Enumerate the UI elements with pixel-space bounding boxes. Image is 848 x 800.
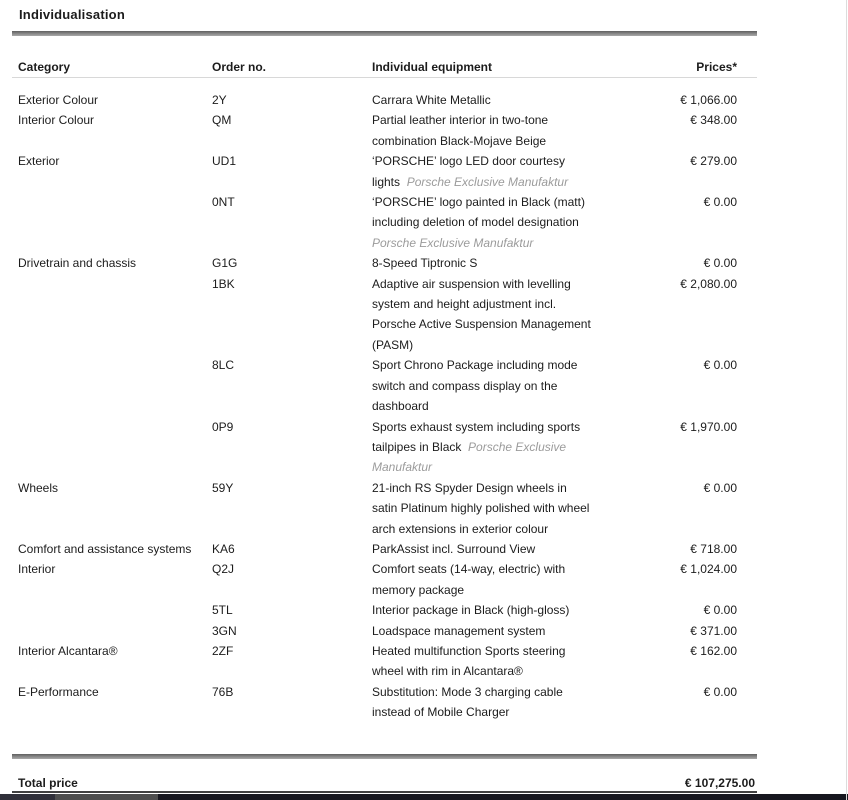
- table-row: [0, 110, 755, 151]
- category-cell: Drivetrain and chassis: [18, 256, 137, 271]
- equipment-line: Loadspace management system: [372, 623, 546, 638]
- category-cell: Exterior: [18, 154, 60, 169]
- equipment-cell: [372, 417, 630, 478]
- order-no-cell: Q2J: [212, 562, 235, 577]
- category-cell: [0, 621, 212, 641]
- price-cell: € 1,066.00: [680, 93, 737, 107]
- price-cell: € 2,080.00: [680, 276, 737, 291]
- category-cell: E-Performance: [18, 684, 99, 699]
- header-prices: Prices*: [696, 60, 737, 74]
- equipment-line: (PASM): [372, 337, 414, 352]
- table-row: [0, 600, 755, 620]
- category-cell: [0, 274, 212, 356]
- equipment-cell: [372, 641, 630, 682]
- equipment-line: instead of Mobile Charger: [372, 705, 510, 720]
- equipment-cell: [372, 600, 630, 620]
- order-no-cell: 0NT: [212, 195, 235, 210]
- equipment-line: ‘PORSCHE’ logo LED door courtesy: [372, 154, 565, 169]
- equipment-line: Heated multifunction Sports steering: [372, 643, 566, 658]
- equipment-line: [372, 233, 630, 253]
- equipment-line: satin Platinum highly polished with wheel: [372, 501, 590, 516]
- category-cell: Interior Alcantara®: [18, 643, 118, 658]
- order-no-cell: 2ZF: [212, 643, 234, 658]
- equipment-line: ‘PORSCHE’ logo painted in Black (matt): [372, 195, 585, 210]
- category-cell: Interior Colour: [18, 113, 95, 128]
- equipment-line: Substitution: Mode 3 charging cable: [372, 684, 563, 699]
- exclusive-manufaktur-label: Porsche Exclusive Manufaktur: [372, 235, 534, 250]
- equipment-cell: [372, 478, 630, 539]
- category-cell: Comfort and assistance systems: [18, 541, 192, 556]
- header-divider: [12, 77, 757, 78]
- equipment-cell: [372, 539, 630, 559]
- order-no-cell: 5TL: [212, 603, 233, 618]
- equipment-line: tailpipes in Black Porsche Exclusive: [372, 439, 567, 454]
- category-cell: Interior: [18, 562, 56, 577]
- order-no-cell: G1G: [212, 256, 238, 271]
- equipment-cell: [372, 355, 630, 416]
- equipment-cell: [372, 151, 630, 192]
- category-cell: [0, 355, 212, 416]
- equipment-cell: [372, 90, 630, 110]
- equipment-line: Carrara White Metallic: [372, 93, 491, 107]
- equipment-line: Adaptive air suspension with levelling: [372, 276, 571, 291]
- price-cell: € 0.00: [703, 480, 737, 495]
- table-row: [0, 151, 755, 192]
- equipment-cell: [372, 621, 630, 641]
- bottom-bar-segment: [0, 794, 55, 800]
- equipment-line: lights Porsche Exclusive Manufaktur: [372, 174, 569, 189]
- equipment-line: Interior package in Black (high-gloss): [372, 603, 570, 618]
- bottom-bar: [0, 794, 848, 800]
- equipment-line: wheel with rim in Alcantara®: [372, 664, 523, 679]
- price-cell: € 0.00: [703, 603, 737, 618]
- header-order-no: Order no.: [212, 60, 267, 74]
- total-price: € 107,275.00: [684, 776, 755, 790]
- price-cell: € 718.00: [690, 541, 737, 556]
- table-row: [0, 355, 755, 416]
- equipment-line: Partial leather interior in two-tone: [372, 113, 549, 128]
- equipment-line: ParkAssist incl. Surround View: [372, 541, 536, 556]
- page-right-border: [846, 0, 847, 800]
- header-equipment: Individual equipment: [372, 60, 493, 74]
- page-title: Individualisation: [19, 7, 125, 22]
- table-row: [0, 274, 755, 356]
- order-no-cell: 59Y: [212, 480, 234, 495]
- order-no-cell: 8LC: [212, 358, 235, 373]
- equipment-line: Porsche Active Suspension Management: [372, 317, 591, 332]
- equipment-line: memory package: [372, 582, 465, 597]
- equipment-line: arch extensions in exterior colour: [372, 521, 549, 536]
- equipment-line: including deletion of model designation: [372, 215, 579, 230]
- price-cell: € 0.00: [703, 358, 737, 373]
- table-row: [0, 621, 755, 641]
- equipment-line: Sport Chrono Package including mode: [372, 358, 578, 373]
- price-cell: € 162.00: [690, 643, 737, 658]
- table-row: [0, 641, 755, 682]
- equipment-cell: [372, 192, 630, 253]
- price-cell: € 1,024.00: [680, 562, 737, 577]
- equipment-cell: [372, 253, 630, 273]
- equipment-line: 8-Speed Tiptronic S: [372, 256, 478, 271]
- price-cell: € 348.00: [690, 113, 737, 128]
- price-cell: € 279.00: [690, 154, 737, 169]
- table-row: [0, 559, 755, 600]
- exclusive-manufaktur-label: Porsche Exclusive Manufaktur: [406, 174, 569, 189]
- table-row: [0, 478, 755, 539]
- price-cell: € 1,970.00: [680, 419, 737, 434]
- header-category: Category: [18, 60, 71, 74]
- order-no-cell: 2Y: [212, 93, 227, 107]
- price-cell: € 0.00: [703, 256, 737, 271]
- equipment-line: combination Black-Mojave Beige: [372, 133, 547, 148]
- table-row: [0, 539, 755, 559]
- section-rule-top: [12, 31, 757, 36]
- equipment-cell: [372, 559, 630, 600]
- order-no-cell: QM: [212, 113, 232, 128]
- exclusive-manufaktur-label: Manufaktur: [372, 460, 433, 475]
- table-header-row: [0, 57, 755, 77]
- total-divider: [12, 791, 757, 793]
- equipment-line: Comfort seats (14-way, electric) with: [372, 562, 566, 577]
- equipment-line: switch and compass display on the: [372, 378, 558, 393]
- order-no-cell: 3GN: [212, 623, 237, 638]
- total-label: Total price: [18, 776, 78, 790]
- order-no-cell: 76B: [212, 684, 234, 699]
- equipment-line: 21-inch RS Spyder Design wheels in: [372, 480, 567, 495]
- category-cell: [0, 192, 212, 253]
- equipment-cell: [372, 274, 630, 356]
- category-cell: [0, 600, 212, 620]
- price-cell: € 0.00: [703, 195, 737, 210]
- order-no-cell: KA6: [212, 541, 235, 556]
- price-cell: € 371.00: [690, 623, 737, 638]
- equipment-cell: [372, 110, 630, 151]
- table-row: [0, 192, 755, 253]
- order-no-cell: 1BK: [212, 276, 235, 291]
- bottom-bar-segment: [55, 794, 158, 800]
- order-no-cell: UD1: [212, 154, 237, 169]
- section-rule-bottom: [12, 754, 757, 759]
- price-cell: € 0.00: [703, 684, 737, 699]
- table-row: [0, 417, 755, 478]
- equipment-line: [372, 457, 630, 477]
- table-row: [0, 90, 755, 110]
- table-body: [0, 90, 755, 723]
- table-row: [0, 682, 755, 723]
- category-cell: Wheels: [18, 480, 59, 495]
- equipment-line: dashboard: [372, 399, 429, 414]
- equipment-line: Sports exhaust system including sports: [372, 419, 581, 434]
- equipment-line: system and height adjustment incl.: [372, 297, 557, 312]
- exclusive-manufaktur-label: Porsche Exclusive: [468, 439, 567, 454]
- equipment-cell: [372, 682, 630, 723]
- category-cell: Exterior Colour: [18, 93, 99, 107]
- order-no-cell: 0P9: [212, 419, 234, 434]
- category-cell: [0, 417, 212, 478]
- table-row: [0, 253, 755, 273]
